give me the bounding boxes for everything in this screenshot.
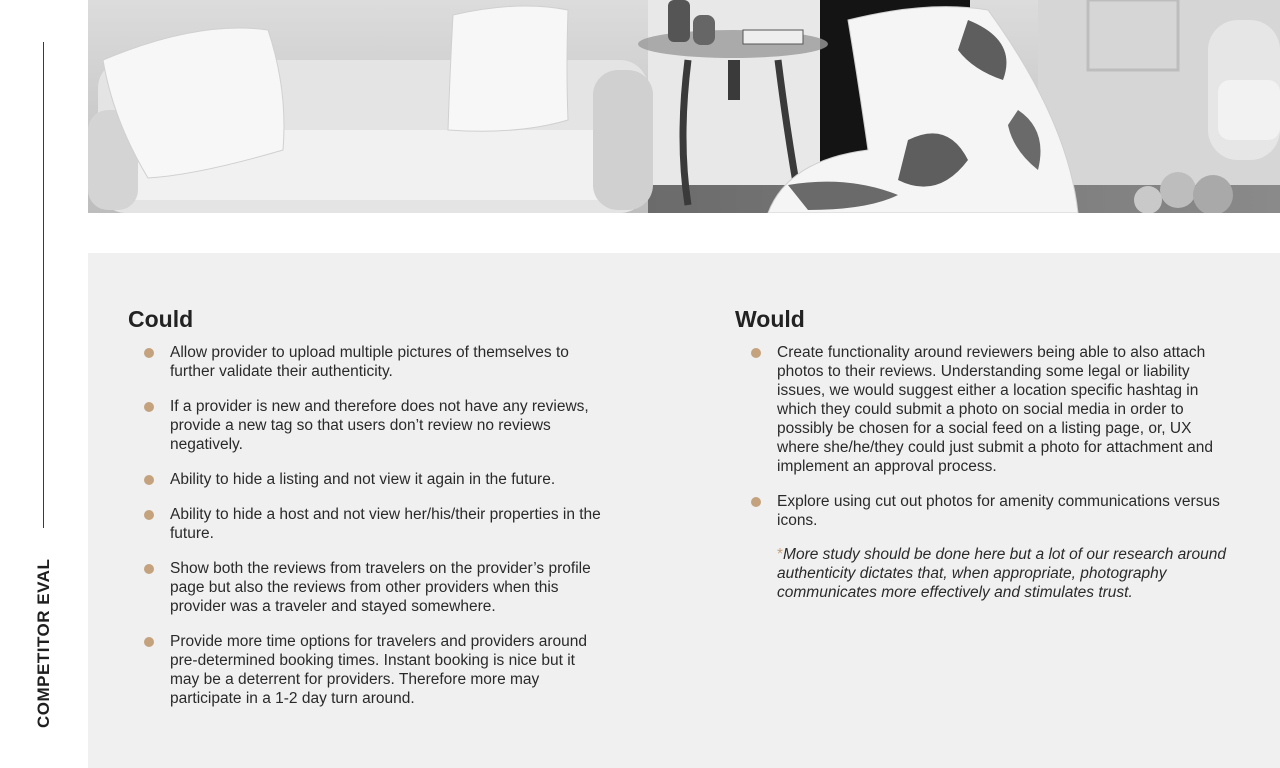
research-note: *More study should be done here but a lot of our research around authenticity dictates that, when appropriate, photography communicates more effectively and stimulates trust. [777,546,1226,601]
bullet-dot-icon [751,348,761,358]
list-item: Ability to hide a host and not view her/his/their properties in the future. [128,505,608,543]
would-heading: Would [735,306,805,332]
list-item: Create functionality around reviewers being able to also attach photos to their reviews. Understanding some legal or liability issues, we would suggest either a location specific hashtag in which they could submit a photo on social media in order to possibly be chosen for a social feed on a listing page, or, UX where she/he/they could just submit a photo for attachment and implement an approval process. [735,343,1235,476]
could-column [128,305,608,724]
side-rail [0,0,88,768]
bullet-dot-icon [144,637,154,647]
content-panel [88,253,1280,768]
bullet-dot-icon [144,348,154,358]
bullet-dot-icon [751,497,761,507]
note-asterisk: * [777,546,784,563]
hero-living-room-photo [88,0,1280,213]
bullet-dot-icon [144,510,154,520]
section-title-vertical: COMPETITOR EVAL [34,558,53,728]
list-item: Explore using cut out photos for amenity communications versus icons. [735,492,1235,530]
could-list [128,343,608,708]
would-column [735,305,1235,602]
list-item: Allow provider to upload multiple pictures of themselves to further validate their authenticity. [128,343,608,381]
side-divider-line [43,42,44,528]
list-item: Show both the reviews from travelers on the provider’s profile page but also the reviews from other providers when this provider was a traveler and stayed somewhere. [128,559,608,616]
list-item: Provide more time options for travelers and providers around pre-determined booking times. Instant booking is nice but it may be a deterrent for providers. Therefore more may participate in a 1-2 day turn around. [128,632,608,708]
bullet-dot-icon [144,402,154,412]
bullet-dot-icon [144,564,154,574]
would-list [735,343,1235,530]
bullet-dot-icon [144,475,154,485]
list-item: Ability to hide a listing and not view it again in the future. [128,470,608,489]
could-heading: Could [128,306,194,332]
list-item: If a provider is new and therefore does not have any reviews, provide a new tag so that users don’t review no reviews negatively. [128,397,608,454]
